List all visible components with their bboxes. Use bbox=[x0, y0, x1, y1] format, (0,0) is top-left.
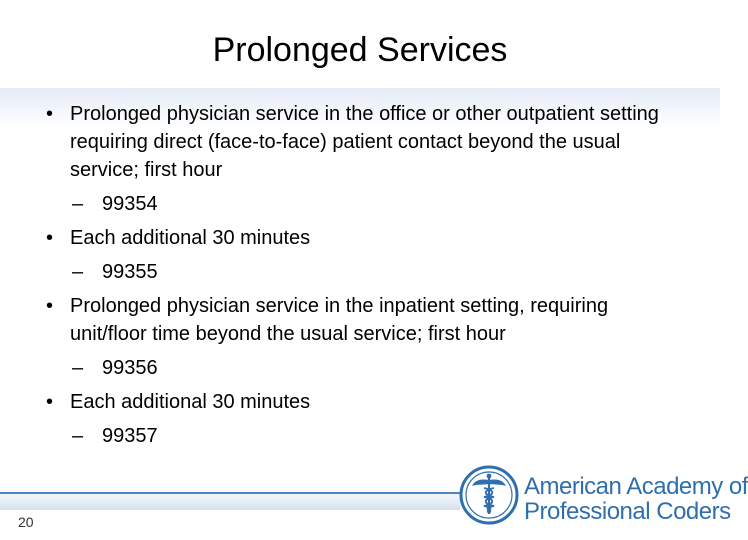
slide-content bbox=[0, 100, 720, 456]
sub-item bbox=[0, 354, 720, 382]
sub-item bbox=[0, 190, 720, 218]
footer-accent-line bbox=[0, 492, 460, 494]
bullet-text: Each additional 30 minutes bbox=[70, 391, 311, 413]
cpt-code: 99354 bbox=[102, 193, 158, 215]
bullet-dot: • bbox=[46, 227, 54, 249]
logo-wordmark bbox=[524, 474, 748, 524]
sub-dash: – bbox=[72, 425, 84, 447]
bullet-item bbox=[0, 388, 720, 416]
caduceus-seal-icon bbox=[458, 464, 520, 526]
sub-dash: – bbox=[72, 193, 84, 215]
sub-dash: – bbox=[72, 357, 84, 379]
logo-line-2: Professional Coders bbox=[524, 498, 731, 525]
sub-item bbox=[0, 422, 720, 450]
bullet-text: Prolonged physician service in the inpatient setting, requiring unit/floor time beyond the usual service; first hour bbox=[70, 295, 609, 345]
cpt-code: 99357 bbox=[102, 425, 158, 447]
sub-item bbox=[0, 258, 720, 286]
aapc-logo bbox=[458, 464, 748, 534]
bullet-dot: • bbox=[46, 391, 54, 413]
bullet-item bbox=[0, 224, 720, 252]
bullet-dot: • bbox=[46, 295, 54, 317]
logo-line-1: American Academy of bbox=[524, 473, 748, 500]
slide-title: Prolonged Services bbox=[212, 31, 508, 69]
bullet-dot: • bbox=[46, 103, 54, 125]
cpt-code: 99355 bbox=[102, 261, 158, 283]
bullet-item bbox=[0, 292, 720, 348]
bullet-text: Prolonged physician service in the office or other outpatient setting requiring direct (face-to-face) patient contact beyond the usual service; first hour bbox=[70, 103, 659, 181]
page-number: 20 bbox=[18, 514, 34, 530]
bullet-text: Each additional 30 minutes bbox=[70, 227, 311, 249]
bullet-item bbox=[0, 100, 720, 184]
cpt-code: 99356 bbox=[102, 357, 158, 379]
sub-dash: – bbox=[72, 261, 84, 283]
